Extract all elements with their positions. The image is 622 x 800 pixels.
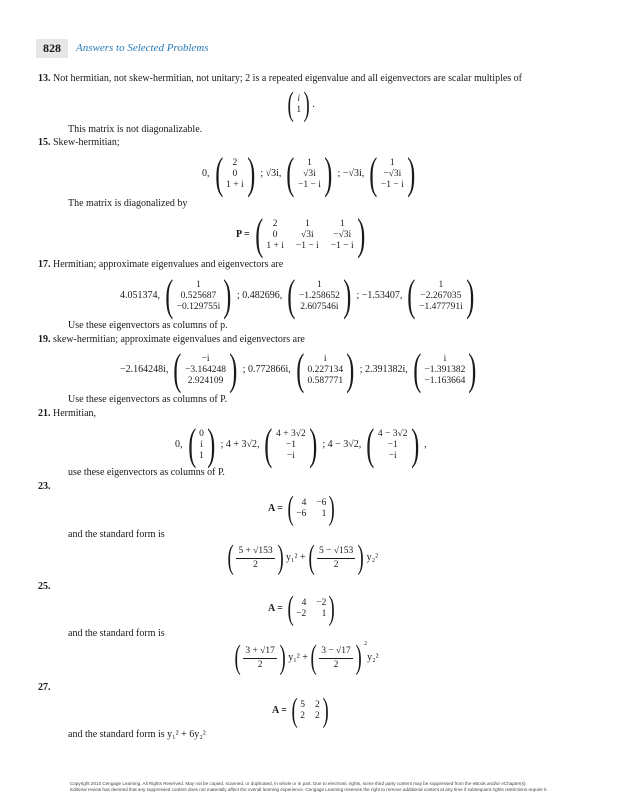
problem-19: 19. skew-hermitian; approximate eigenvalues and eigenvectors are: [38, 334, 305, 345]
p23-standard-form: ( $\frac{5 + √153}{2}$ ) y₁² + ( $\frac{5 - √153}{2}$ ) y₂²: [227, 539, 379, 576]
problem-text: Not hermitian, not skew-hermitian, not unitary; 2 is a repeated eigenvalue and all eigenvectors are scalar multiples of: [53, 73, 523, 84]
p27-A-matrix: A = ( 5 2 2 2 ): [272, 692, 329, 729]
vector-column: i 1: [296, 94, 302, 115]
p15-eigenpairs: 0, ( 2 0 1 + i ) ; √3i, ( 1 √3i −1 − i ) ; −√3i, ( 1 −√3i −1 − i ): [202, 149, 416, 198]
copyright-line-2: Editorial review has deemed that any suppressed content does not materially affect the overall learning experience. Cengage Learning reserves the right to remove additional content at any time if subsequent rights restrictions require it.: [70, 787, 548, 792]
p15-P-matrix: P = ( 2 1 1 0 √3i −√3i 1 + i −1 − i −1 − i ): [236, 210, 365, 259]
p27-std-text: and the standard form is y₁² + 6y₂²: [68, 729, 206, 740]
p21-eigenpairs: 0, ( 0 i 1 ) ; 4 + 3√2, ( 4 + 3√2 −1 −i ) ; 4 − 3√2, ( 4 − 3√2 −1 −i ) ,: [175, 420, 427, 469]
p19-note: Use these eigenvectors as columns of P.: [68, 394, 228, 405]
problem-21: 21. Hermitian,: [38, 408, 97, 419]
problem-17: 17. Hermitian; approximate eigenvalues and eigenvectors are: [38, 259, 284, 270]
p17-note: Use these eigenvectors as columns of p.: [68, 320, 228, 331]
running-header: [36, 38, 208, 58]
p13-note: This matrix is not diagonalizable.: [68, 124, 203, 135]
p25-standard-form: ( $\frac{3 + √17}{2}$ ) y₁² + ( $\frac{3 - √17}{2}$ ) $^2$ y₂²: [234, 639, 379, 676]
p19-eigenpairs: −2.164248i, ( −i −3.164248 2.924109 ) ; 0.772866i, ( i 0.227134 0.587771 ) ; 2.391382i, ( i −1.391382 −1.163664 ): [120, 345, 477, 394]
page-number: 828: [36, 39, 68, 58]
problem-number: 13.: [38, 73, 51, 84]
problem-27: 27.: [38, 682, 51, 693]
problem-23: 23.: [38, 481, 51, 492]
problem-25: 25.: [38, 581, 51, 592]
p25-std-text: and the standard form is: [68, 628, 165, 639]
p25-A-matrix: A = ( 4 −2 −2 1 ): [268, 590, 336, 627]
p23-A-matrix: A = ( 4 −6 −6 1 ): [268, 490, 336, 527]
p23-std-text: and the standard form is: [68, 529, 165, 540]
running-title: Answers to Selected Problems: [76, 42, 209, 54]
copyright-line-1: Copyright 2010 Cengage Learning. All Rights Reserved. May not be copied, scanned, or duplicated, in whole or in part. Due to electronic rights, some third party content may be suppressed from the eBook and/or eChapter(s).: [70, 781, 527, 786]
problem-13: [38, 73, 522, 85]
p17-eigenpairs: 4.051374, ( 1 0.525687 −0.129755i ) ; 0.482696, ( 1 −1.258652 2.607546i ) ; −1.53407, ( 1 −2.267035 −1.477791i ): [120, 271, 475, 320]
problem-15: 15. Skew-hermitian;: [38, 137, 120, 148]
p15-diag-text: The matrix is diagonalized by: [68, 198, 188, 209]
p13-vector: ( i 1 ) .: [287, 86, 315, 123]
p21-note: use these eigenvectors as columns of P.: [68, 467, 225, 478]
